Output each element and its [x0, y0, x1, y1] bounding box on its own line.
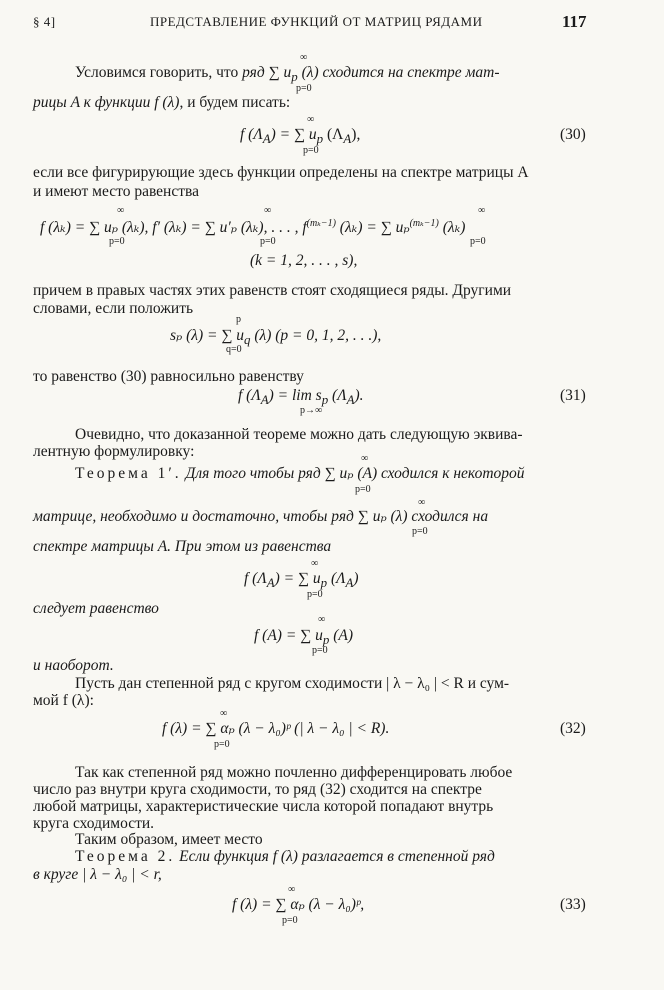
sum-upper-limit: ∞: [478, 205, 486, 216]
limit-subscript: p→∞: [300, 405, 323, 416]
paragraph-line: и имеют место равенства: [33, 183, 200, 200]
equation-32: f (λ) = ∑ αₚ (λ − λ₀)ᵖ (| λ − λ₀ | < R).: [162, 720, 390, 737]
paragraph-line: если все фигурирующие здесь функции определены на спектре матрицы A: [33, 164, 529, 181]
equation-number: (30): [560, 126, 586, 143]
sum-upper-limit: ∞: [117, 205, 125, 216]
paragraph-line: Так как степенной ряд можно почленно дифференцировать любое: [75, 764, 513, 781]
paragraph-line: любой матрицы, характеристические числа которой попадают внутрь: [33, 798, 494, 815]
paragraph-line: то равенство (30) равносильно равенству: [33, 368, 304, 385]
section-ref: § 4]: [33, 14, 56, 29]
theorem-2-heading: Теорема 2. Если функция f (λ) разлагается в степенной ряд: [75, 848, 495, 865]
sum-upper-limit: ∞: [318, 614, 326, 625]
paragraph-line: словами, если положить: [33, 300, 194, 317]
equation-33: f (λ) = ∑ αₚ (λ − λ₀)ᵖ,: [232, 896, 365, 913]
paragraph-line: причем в правых частях этих равенств стоят сходящиеся ряды. Другими: [33, 282, 512, 299]
theorem-text: матрице, необходимо и достаточно, чтобы ряд ∑ uₚ (λ) сходился на: [33, 508, 489, 525]
sum-lower-limit: p=0: [282, 915, 298, 926]
theorem-text: в круге | λ − λ₀ | < r,: [33, 866, 162, 883]
sum-upper-limit: ∞: [264, 205, 272, 216]
sum-upper-limit: ∞: [311, 558, 319, 569]
equation-31: f $(\Lambda_A) = \lim s_p$ $(\Lambda_A)$.: [238, 387, 364, 408]
equation-theorem-conclusion: f (A) = ∑ $u_p$ (A): [254, 627, 353, 648]
equation-spectrum-values: f (λₖ) = ∑ uₚ (λₖ), f′ (λₖ) = ∑ u′ₚ (λₖ), . . . , $f^{(m_k-1)}$ (λₖ) = ∑ uₚ$^{(m_k-1)}$ (λₖ): [40, 218, 466, 237]
equation-number: (32): [560, 720, 586, 737]
theorem-text: следует равенство: [33, 600, 159, 617]
sum-upper-limit: ∞: [361, 453, 369, 464]
sum-lower-limit: p=0: [307, 589, 323, 600]
running-title: ПРЕДСТАВЛЕНИЕ ФУНКЦИЙ ОТ МАТРИЦ РЯДАМИ: [150, 14, 483, 29]
sum-upper-limit: ∞: [307, 114, 315, 125]
sum-upper-limit: ∞: [418, 497, 426, 508]
equation-30: f $(\Lambda_A)$ = ∑ $u_p$ $(\Lambda_A)$,: [240, 126, 361, 147]
sum-lower-limit: p=0: [260, 236, 276, 247]
equation-number: (33): [560, 896, 586, 913]
equation-partial-sums: sₚ (λ) = ∑ $u_q$ (λ) (p = 0, 1, 2, . . .),: [170, 327, 382, 348]
paragraph-line: Пусть дан степенной ряд с кругом сходимости | λ − λ₀ | < R и сум-: [75, 675, 510, 692]
paragraph-line: Очевидно, что доказанной теореме можно дать следующую эквива-: [75, 426, 523, 443]
sum-lower-limit: p=0: [312, 645, 328, 656]
sum-upper-limit: ∞: [288, 884, 296, 895]
sum-lower-limit: p=0: [303, 145, 319, 156]
theorem-text: и наоборот.: [33, 657, 114, 674]
sum-lower-limit: q=0: [226, 344, 242, 355]
sum-lower-limit: p=0: [412, 526, 428, 537]
equation-theorem-premise: f $(\Lambda_A)$ = ∑ $u_p$ $(\Lambda_A)$: [244, 570, 359, 591]
paragraph-line: Условимся говорить, что ряд ∑ $u_p$ (λ) сходится на спектре мат-: [75, 64, 500, 85]
page-number: 117: [562, 12, 587, 31]
paragraph-line: лентную формулировку:: [33, 443, 195, 460]
paragraph-line: мой f (λ):: [33, 692, 94, 709]
paragraph-line: Таким образом, имеет место: [75, 831, 263, 848]
paragraph-line: число раз внутри круга сходимости, то ряд (32) сходится на спектре: [33, 781, 482, 798]
equation-number: (31): [560, 387, 586, 404]
sum-lower-limit: p=0: [355, 484, 371, 495]
theorem-1prime-heading: Теорема 1′. Для того чтобы ряд ∑ uₚ (A) сходился к некоторой: [75, 465, 525, 482]
sum-lower-limit: p=0: [296, 83, 312, 94]
sum-lower-limit: p=0: [470, 236, 486, 247]
theorem-text: спектре матрицы A. При этом из равенства: [33, 538, 332, 555]
paragraph-line: рицы A к функции f (λ), и будем писать:: [33, 94, 291, 111]
sum-upper-limit: ∞: [300, 52, 308, 63]
index-range: (k = 1, 2, . . . , s),: [250, 252, 358, 269]
sum-upper-limit: ∞: [220, 708, 228, 719]
sum-lower-limit: p=0: [109, 236, 125, 247]
paragraph-line: круга сходимости.: [33, 815, 155, 832]
sum-upper-limit: p: [236, 314, 241, 325]
sum-lower-limit: p=0: [214, 739, 230, 750]
